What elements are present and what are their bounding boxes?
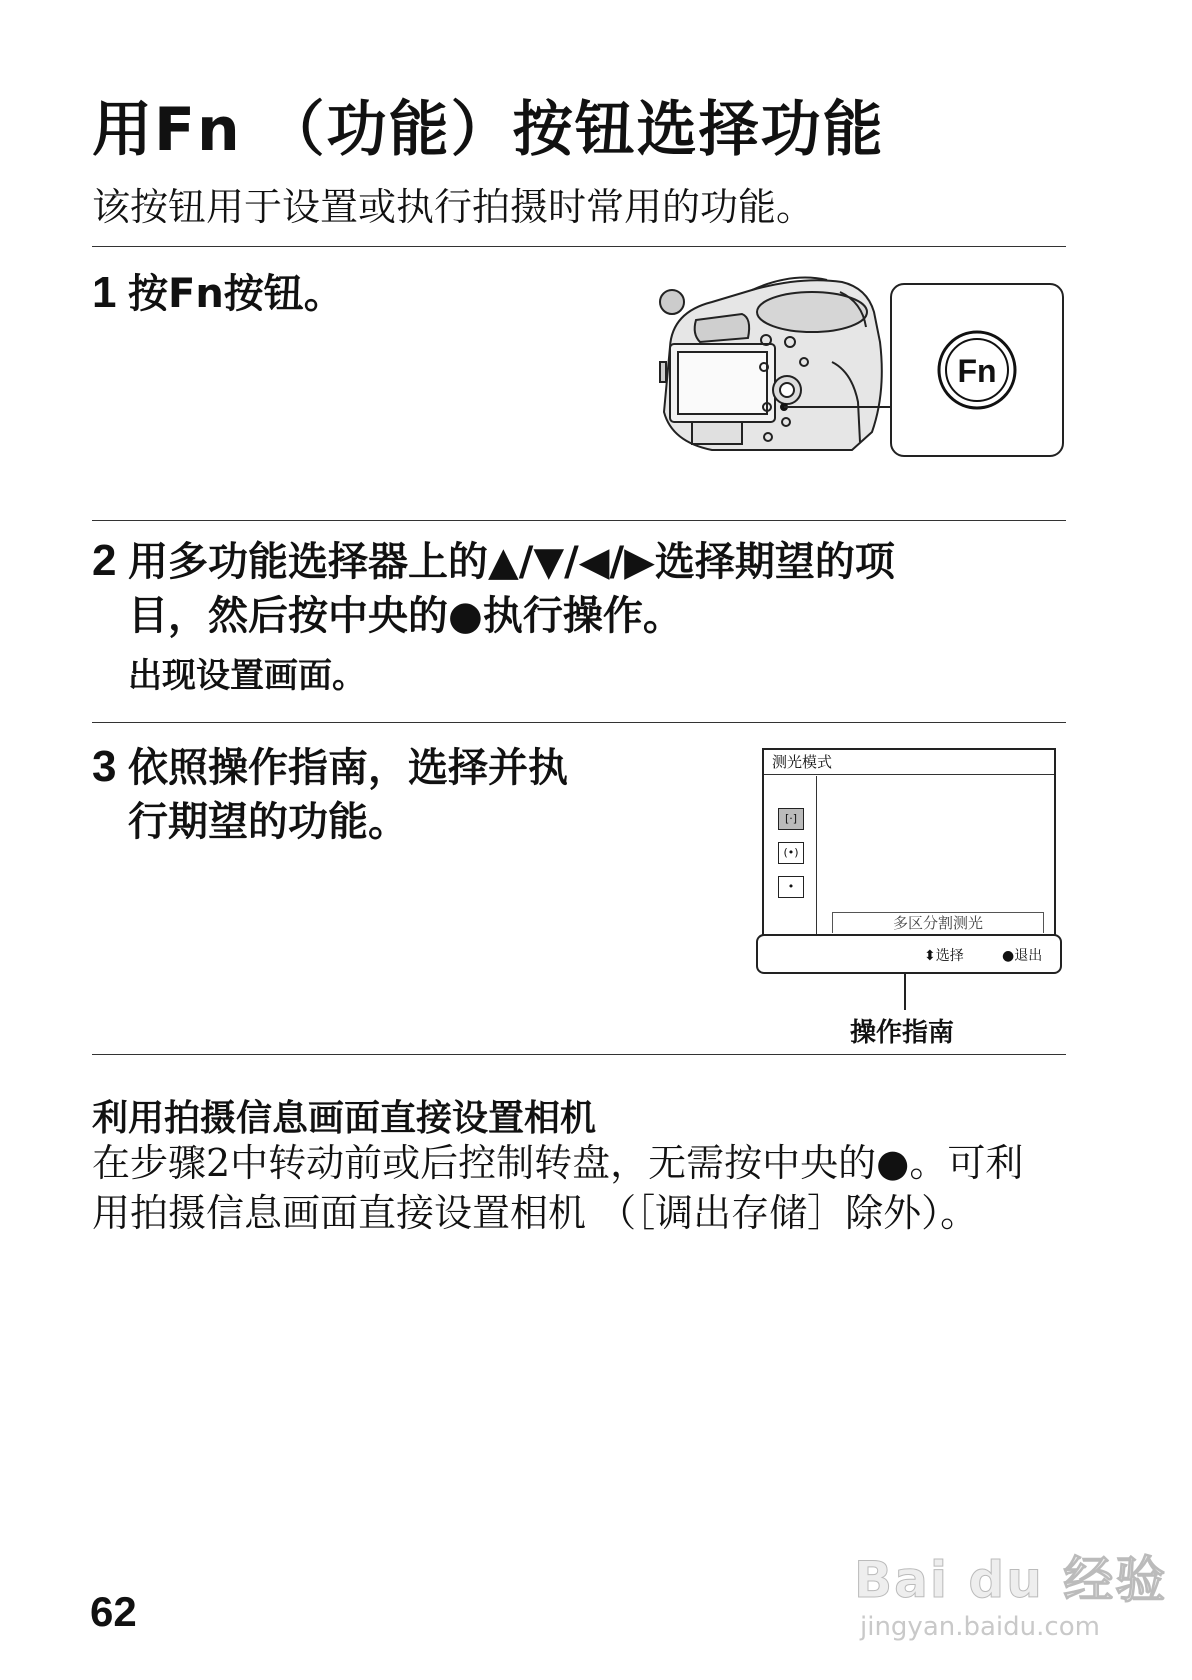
fn-button-label: Fn [957,353,997,389]
center-weighted-metering-icon: (•) [778,842,804,864]
step-3 [92,740,568,849]
guide-exit: ●退出 [1002,948,1043,964]
divider [92,1054,1066,1055]
step-2 [92,534,895,703]
step-number: 2 [92,536,117,585]
spot-metering-icon: • [778,876,804,898]
divider [92,722,1066,723]
step-note: 出现设置画面。 [128,656,366,696]
page-title: 用Fn （功能）按钮选择功能 [92,95,885,165]
intro-text: 该按钮用于设置或执行拍摄时常用的功能。 [92,185,815,229]
selected-mode-label: 多区分割测光 [832,912,1044,933]
watermark-brand: Bai du 经验 [854,1551,1168,1609]
step-text-line2: 行期望的功能。 [128,799,408,845]
step-number: 1 [92,268,117,317]
step-text-line2: 目，然后按中央的●执行操作。 [128,593,683,639]
tip-title: 利用拍摄信息画面直接设置相机 [92,1098,597,1139]
divider [92,520,1066,521]
page-number: 62 [90,1588,137,1635]
divider [92,246,1066,247]
tip-body: 在步骤2中转动前或后控制转盘，无需按中央的●。可利用拍摄信息画面直接设置相机 （［调出存储］除外）。 [92,1141,1024,1235]
screen-header: 测光模式 [764,750,1054,775]
operation-guide-callout: 操作指南 [850,1018,955,1048]
multi-segment-metering-icon: [·] [778,808,804,830]
callout-line [904,972,906,1010]
watermark-url: jingyan.baidu.com [860,1612,1100,1642]
fn-button-callout [890,283,1064,457]
guide-select: ⬍选择 [924,948,964,964]
step-text-line1: 依照操作指南，选择并执 [128,745,568,791]
watermark [854,1540,1167,1642]
step-number: 3 [92,742,117,791]
step-text: 按Fn按钮。 [128,271,344,317]
operation-guide-bar [756,934,1062,974]
step-text-line1: 用多功能选择器上的▲/▼/◀/▶选择期望的项 [128,539,895,585]
step-1 [92,266,344,321]
